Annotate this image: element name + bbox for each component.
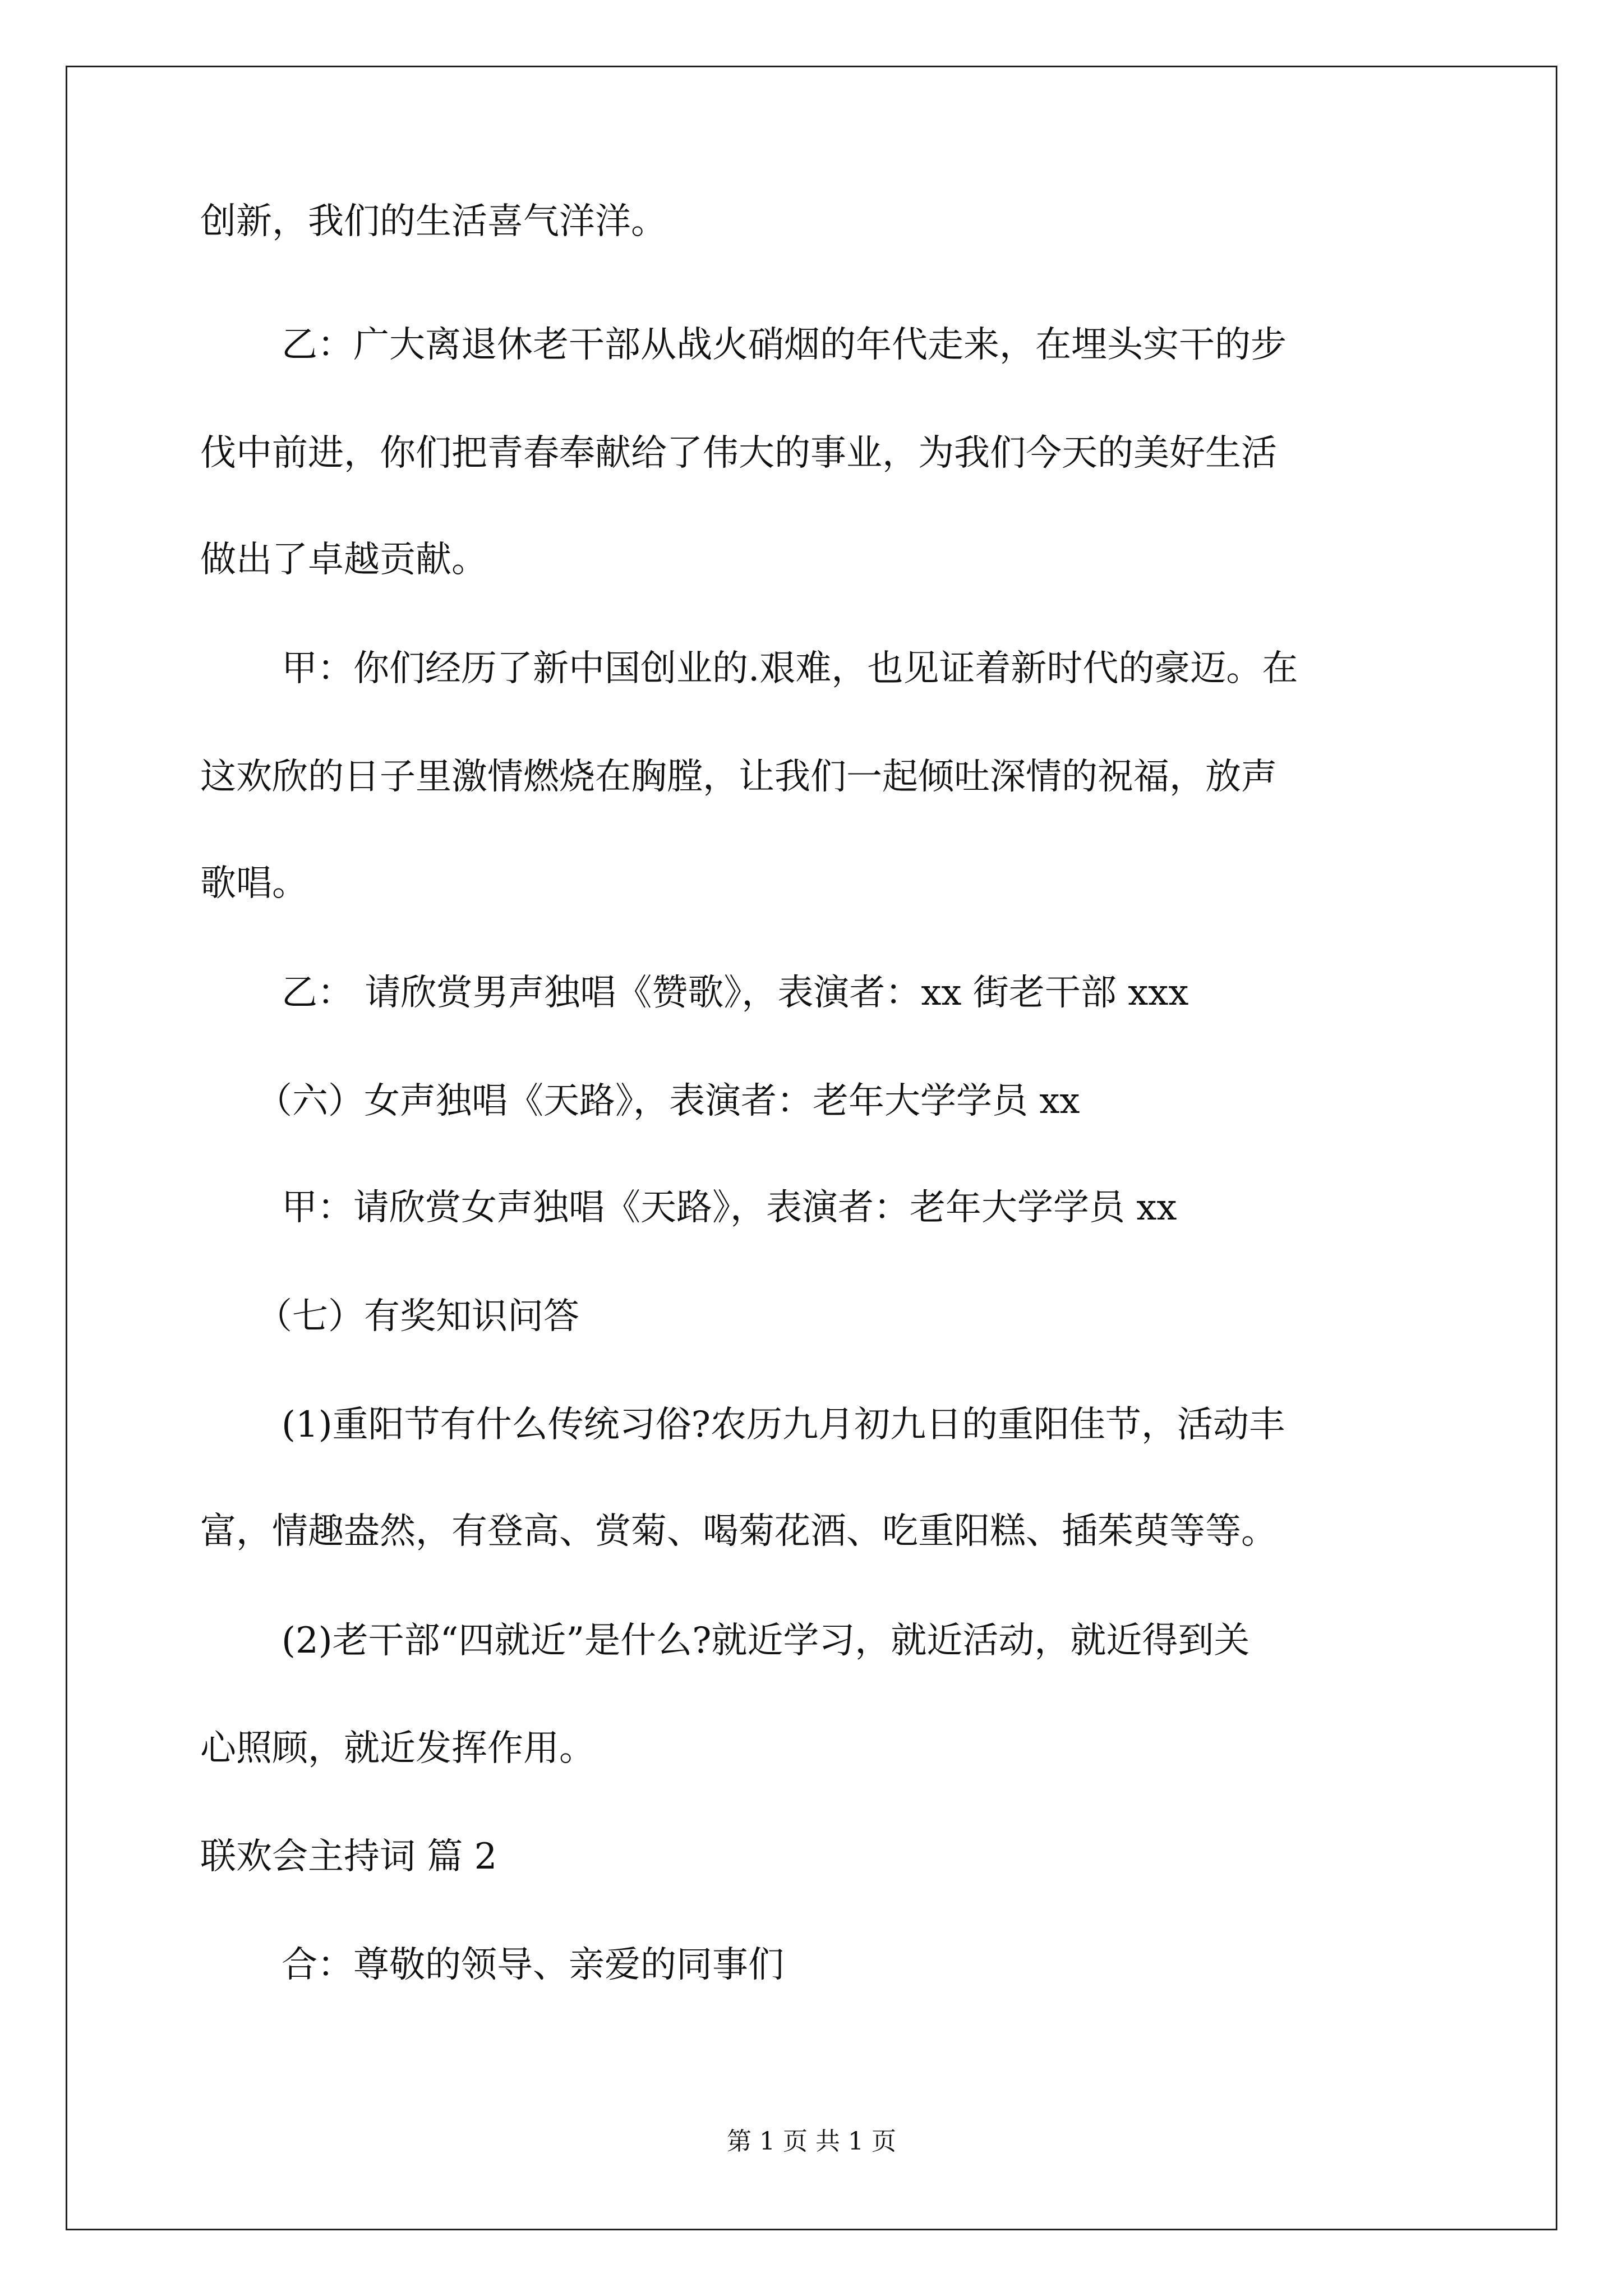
text-line: （六）女声独唱《天路》，表演者：老年大学学员 xx xyxy=(256,1080,1080,1122)
text-line: 甲：你们经历了新中国创业的.艰难，也见证着新时代的豪迈。在 xyxy=(282,648,1298,689)
text-line: （七）有奖知识问答 xyxy=(256,1296,579,1337)
text-line: 歌唱。 xyxy=(200,863,308,904)
page-border xyxy=(66,66,1557,2230)
text-line: (1)重阳节有什么传统习俗?农历九月初九日的重阳佳节，活动丰 xyxy=(282,1404,1285,1446)
page-footer: 第 1 页 共 1 页 xyxy=(727,2127,896,2156)
text-line: (2)老干部“四就近”是什么?就近学习，就近活动，就近得到关 xyxy=(282,1620,1250,1662)
text-line: 乙： 请欣赏男声独唱《赞歌》，表演者：xx 街老干部 xxx xyxy=(282,972,1189,1014)
text-line: 创新，我们的生活喜气洋洋。 xyxy=(200,201,667,242)
text-line: 甲：请欣赏女声独唱《天路》，表演者：老年大学学员 xx xyxy=(282,1187,1177,1228)
text-line: 合：尊敬的领导、亲爱的同事们 xyxy=(282,1944,784,1986)
text-line: 伐中前进，你们把青春奉献给了伟大的事业，为我们今天的美好生活 xyxy=(200,432,1277,474)
text-line: 心照顾，就近发挥作用。 xyxy=(200,1728,595,1769)
text-line: 富，情趣盎然，有登高、赏菊、喝菊花酒、吃重阳糕、插茱萸等等。 xyxy=(200,1511,1277,1552)
text-line: 做出了卓越贡献。 xyxy=(200,539,487,581)
section-heading: 联欢会主持词 篇 2 xyxy=(200,1836,497,1878)
text-line: 乙：广大离退休老干部从战火硝烟的年代走来，在埋头实干的步 xyxy=(282,324,1287,366)
text-line: 这欢欣的日子里激情燃烧在胸膛，让我们一起倾吐深情的祝福，放声 xyxy=(200,756,1277,798)
